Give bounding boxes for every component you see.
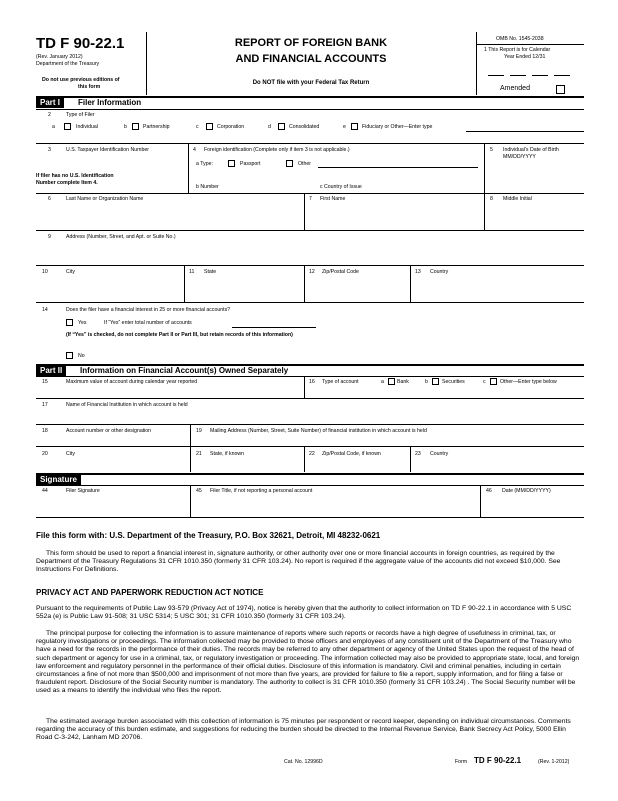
filer-type-b-letter: b <box>124 124 127 130</box>
dob-label: Individual's Date of Birth <box>503 147 559 153</box>
item-11-number: 11 <box>189 269 195 275</box>
other-type-field[interactable] <box>466 131 584 132</box>
item-6-number: 6 <box>48 196 51 202</box>
filer-title-label: Filer Title, if not reporting a personal account <box>210 488 313 494</box>
corporation-label: Corporation <box>217 124 245 130</box>
middle-initial-label: Middle Initial <box>503 196 532 202</box>
item-2-number: 2 <box>48 112 51 118</box>
item-16-number: 16 <box>309 379 315 385</box>
form-number: TD F 90-22.1 <box>36 35 125 52</box>
other-account-checkbox[interactable] <box>490 378 497 385</box>
privacy-paragraph-1: Pursuant to the requirements of Public Law 93-579 (Privacy Act of 1974), notice is hereby given that the authority to collect information on TD F 90-22.1 in accordance with 5 USC 552a (e) is Public Law 91-508; 31 USC 5314; 5 USC 301; 31 CFR 1010.350 (formerly 31 CFR 103.24). <box>36 605 572 621</box>
department-name: Department of the Treasury <box>36 61 100 67</box>
consolidated-label: Consolidated <box>289 124 320 130</box>
signature-bar: Signature <box>36 475 81 485</box>
item-15-number: 15 <box>42 379 48 385</box>
institution-state-label: State, if known <box>210 451 245 457</box>
foreign-id-number-label: b Number <box>196 184 219 190</box>
item-3-number: 3 <box>48 147 51 153</box>
partnership-checkbox[interactable] <box>132 123 139 130</box>
other-id-label: Other <box>298 161 311 167</box>
account-type-c-letter: c <box>483 379 486 385</box>
item-14-number: 14 <box>42 307 48 313</box>
last-name-label: Last Name or Organization Name <box>66 196 144 202</box>
address-label: Address (Number, Street, and Apt. or Suite No.) <box>66 234 176 240</box>
item-10-number: 10 <box>42 269 48 275</box>
passport-checkbox[interactable] <box>228 160 235 167</box>
footer-form-number: TD F 90-22.1 <box>474 756 522 765</box>
filer-signature-label: Filer Signature <box>66 488 100 494</box>
catalog-number: Cat. No. 12996D <box>284 759 323 765</box>
bank-checkbox[interactable] <box>388 378 395 385</box>
part2-title: Information on Financial Account(s) Owned Separately <box>80 366 289 375</box>
account-type-label: Type of account <box>322 379 359 385</box>
item-44-number: 44 <box>42 488 48 494</box>
tin-label: U.S. Taxpayer Identification Number <box>66 147 149 153</box>
bank-label: Bank <box>397 379 409 385</box>
state-label: State <box>204 269 217 275</box>
other-id-field[interactable] <box>318 167 478 168</box>
item-20-number: 20 <box>42 451 48 457</box>
fiduciary-checkbox[interactable] <box>351 123 358 130</box>
item-13-number: 13 <box>415 269 421 275</box>
institution-name-label: Name of Financial Institution in which account is held <box>66 402 188 408</box>
burden-paragraph: The estimated average burden associated with this collection of information is 75 minutes per respondent or record keeper, depending on individual circumstances. Comments regarding the accuracy of this burden estimate, and suggestions for reducing the burden should be directed to the Internal Revenue Service, Bank Secrecy Act Policy, 5000 Ellin Road C-3-242, Lanham MD 20706. <box>36 718 571 742</box>
account-count-field[interactable] <box>232 327 316 328</box>
filer-type-a-letter: a <box>52 124 55 130</box>
item-14-no-checkbox[interactable] <box>66 352 73 359</box>
item-8-number: 8 <box>490 196 493 202</box>
consolidated-checkbox[interactable] <box>278 123 285 130</box>
part1-bar: Part I <box>36 98 64 108</box>
part2-bar: Part II <box>36 366 66 376</box>
calendar-year-label-2: Year Ended 12/31 <box>504 54 546 60</box>
item-22-number: 22 <box>309 451 315 457</box>
privacy-heading: PRIVACY ACT AND PAPERWORK REDUCTION ACT NOTICE <box>36 588 264 597</box>
privacy-paragraph-2: The principal purpose for collecting the information is to assure maintenance of reports where such reports or records have a high degree of usefulness in criminal, tax, or regulatory investigations or proceedings. The information collected may be provided to those officers and employees of any constituent unit of the Department of the Treasury who have a need for the records in the performance of their duties. The records may be referred to any other department or agency of the United States upon the request of the head of such department or agency for use in a criminal, tax, or regulatory investigation or proceeding. The information collected may also be provided to appropriate state, local, and foreign law enforcement and regulatory personnel in the performance of their official duties. Disclosure of this information is mandatory. Civil and criminal penalties, including in certain circumstances a fine of not more than $500,000 and imprisonment of not more than five years, are provided for failure to file a report, supply information, and for filing a false or fraudulent report. Disclosure of the Social Security number is mandatory. The authority to collect is 31 CFR 1010.350 (formerly 31 CFR 103.24) . The Social Security number will be used as a means to identify the individual who files the report. <box>36 630 580 695</box>
partnership-label: Partnership <box>143 124 170 130</box>
account-number-label: Account number or other designation <box>66 428 152 434</box>
institution-country-label: Country <box>430 451 449 457</box>
footer-form-word: Form <box>455 759 468 765</box>
form-revision: (Rev. January 2012) <box>36 54 83 60</box>
calendar-year-label: 1 This Report is for Calendar <box>484 47 551 53</box>
item-12-number: 12 <box>309 269 315 275</box>
securities-label: Securities <box>442 379 465 385</box>
other-account-label: Other—Enter type below <box>500 379 557 385</box>
item-18-number: 18 <box>42 428 48 434</box>
item-21-number: 21 <box>196 451 202 457</box>
item-14-yes-checkbox[interactable] <box>66 319 73 326</box>
country-label: Country <box>430 269 449 275</box>
item-23-number: 23 <box>415 451 421 457</box>
item-14-yes-label: Yes <box>78 320 87 326</box>
city-label: City <box>66 269 75 275</box>
securities-checkbox[interactable] <box>432 378 439 385</box>
item-7-number: 7 <box>309 196 312 202</box>
individual-label: Individual <box>76 124 98 130</box>
country-of-issue-label: c Country of Issue <box>320 184 362 190</box>
tin-note-line1: If filer has no U.S. Identification <box>36 173 114 179</box>
foreign-id-type-label: a Type: <box>196 161 213 167</box>
tin-note-line2: Number complete Item 4. <box>36 180 98 186</box>
amended-checkbox[interactable] <box>556 85 565 94</box>
fiduciary-label: Fiduciary or Other—Enter type <box>362 124 433 130</box>
item-14-question: Does the filer have a financial interest in 25 or more financial accounts? <box>66 307 231 313</box>
item-14-no-label: No <box>78 353 85 359</box>
account-type-a-letter: a <box>381 379 384 385</box>
filer-type-e-letter: e <box>343 124 346 130</box>
individual-checkbox[interactable] <box>64 123 71 130</box>
institution-zip-label: Zip/Postal Code, if known <box>322 451 381 457</box>
filer-type-c-letter: c <box>196 124 199 130</box>
item-17-number: 17 <box>42 402 48 408</box>
item-19-number: 19 <box>196 428 202 434</box>
institution-city-label: City <box>66 451 75 457</box>
form-title-line2: AND FINANCIAL ACCOUNTS <box>235 53 387 65</box>
filer-type-label: Type of Filer <box>66 112 95 118</box>
signature-date-label: Date (MM/DD/YYYY) <box>502 488 551 494</box>
dob-format: MM/DD/YYYY <box>503 154 536 160</box>
item-4-number: 4 <box>193 147 196 153</box>
item-14-yes-note: If “Yes” enter total number of accounts <box>104 320 192 326</box>
form-title-line1: REPORT OF FOREIGN BANK <box>234 37 388 49</box>
instructions-paragraph-1: This form should be used to report a financial interest in, signature authority, or other authority over one or more financial accounts in foreign countries, as required by the Department of the Treasury Regulations 31 CFR 1010.350 (formerly 31 CFR 103.24). No report is required if the aggregate value of the accounts did not exceed $10,000. See Instructions For Definitions. <box>36 550 561 574</box>
file-with-address: File this form with: U.S. Department of the Treasury, P.O. Box 32621, Detroit, MI 48232-0621 <box>36 531 381 540</box>
footer-revision: (Rev. 1-2012) <box>538 759 570 765</box>
omb-number: OMB No. 1545-2038 <box>496 36 544 42</box>
institution-address-label: Mailing Address (Number, Street, Suite Number) of financial institution in which account is held <box>210 428 427 434</box>
form-subtitle: Do NOT file with your Federal Tax Return <box>252 80 370 86</box>
first-name-label: First Name <box>320 196 346 202</box>
zip-label: Zip/Postal Code <box>322 269 359 275</box>
max-value-label: Maximum value of account during calendar year reported <box>66 379 198 385</box>
item-45-number: 45 <box>196 488 202 494</box>
prev-editions-note-2: this form <box>78 84 101 90</box>
item-46-number: 46 <box>486 488 492 494</box>
amended-label: Amended <box>500 85 530 92</box>
filer-type-d-letter: d <box>268 124 271 130</box>
item-5-number: 5 <box>490 147 493 153</box>
item-9-number: 9 <box>48 234 51 240</box>
foreign-id-label: Foreign identification (Complete only if item 3 is not applicable.) <box>204 147 350 153</box>
part1-title: Filer Information <box>78 98 142 107</box>
other-id-checkbox[interactable] <box>286 160 293 167</box>
corporation-checkbox[interactable] <box>206 123 213 130</box>
prev-editions-note: Do not use previous editions of <box>42 77 120 83</box>
account-type-b-letter: b <box>425 379 428 385</box>
passport-label: Passport <box>240 161 261 167</box>
item-14-note: (If “Yes” is checked, do not complete Part II or Part III, but retain records of this information) <box>66 332 293 338</box>
